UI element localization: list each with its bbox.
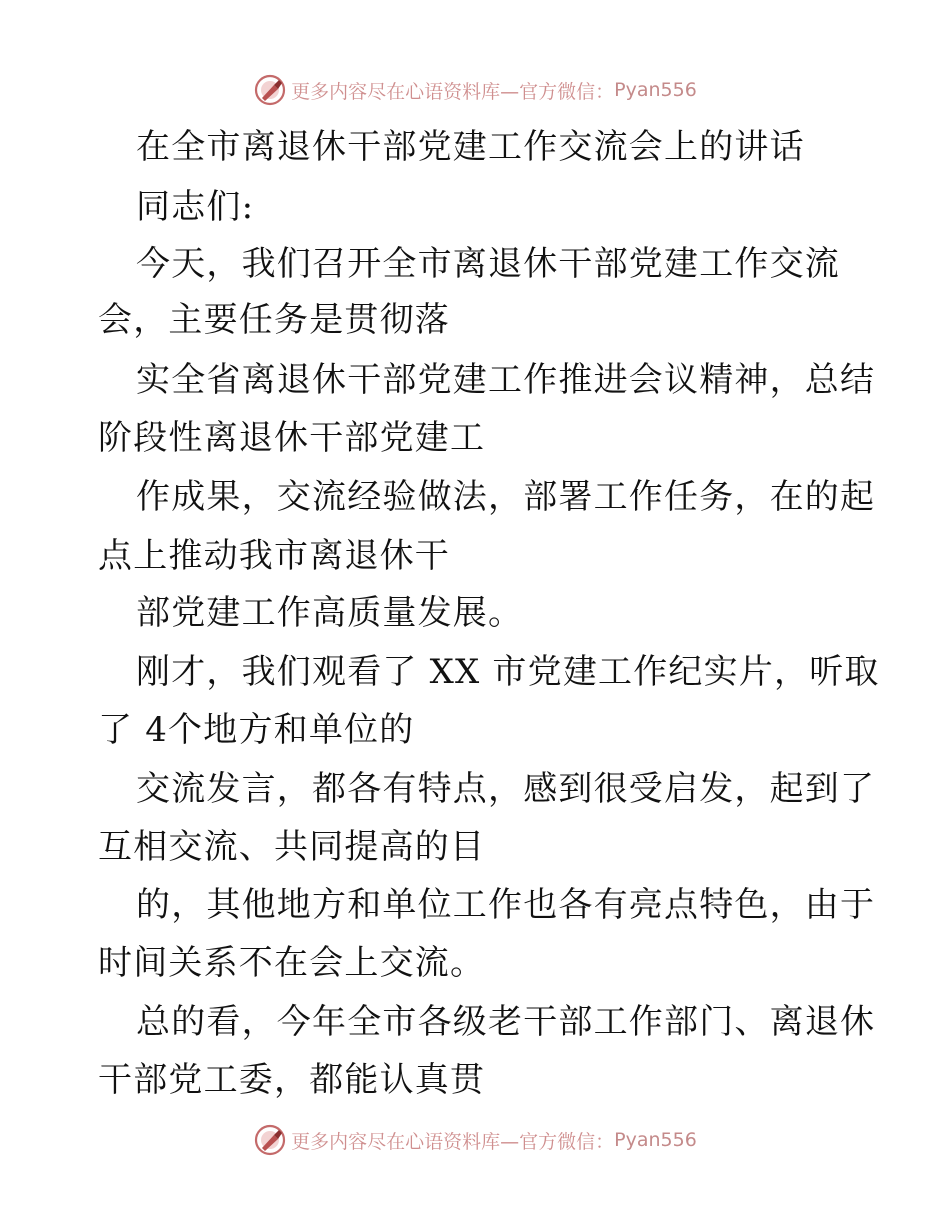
pen-nib-circle-icon <box>253 1123 287 1157</box>
paragraph-line: 会，主要任务是贯彻落 <box>98 300 450 340</box>
paragraph-line: 部党建工作高质量发展。 <box>136 593 524 633</box>
paragraph-line: 总的看，今年全市各级老干部工作部门、离退休 <box>136 1002 876 1042</box>
paragraph-line: 交流发言，都各有特点，感到很受启发，起到了 <box>136 769 876 809</box>
paragraph-line: 干部党工委，都能认真贯 <box>98 1060 486 1100</box>
paragraph-line: 刚才，我们观看了 XX 市党建工作纪实片，听取 <box>136 652 880 692</box>
watermark-text: 更多内容尽在心语资料库—官方微信： <box>291 80 615 103</box>
salutation: 同志们: <box>136 187 255 227</box>
watermark-text: 更多内容尽在心语资料库—官方微信： <box>291 1130 615 1153</box>
paragraph-line: 今天，我们召开全市离退休干部党建工作交流 <box>136 244 840 284</box>
watermark-wechat-id: Pyan556 <box>614 79 697 101</box>
footer-watermark <box>0 1120 950 1160</box>
header-watermark <box>0 70 950 110</box>
paragraph-line: 的，其他地方和单位工作也各有亮点特色，由于 <box>136 885 876 925</box>
paragraph-line: 时间关系不在会上交流。 <box>98 943 486 983</box>
paragraph-line: 点上推动我市离退休干 <box>98 536 450 576</box>
paragraph-line: 作成果，交流经验做法，部署工作任务，在的起 <box>136 477 876 517</box>
pen-nib-circle-icon <box>253 73 287 107</box>
paragraph-line: 阶段性离退休干部党建工 <box>98 418 486 458</box>
watermark-wechat-id: Pyan556 <box>614 1129 697 1151</box>
paragraph-line: 了 4个地方和单位的 <box>98 710 415 750</box>
document-title: 在全市离退休干部党建工作交流会上的讲话 <box>136 127 805 167</box>
paragraph-line: 互相交流、共同提高的目 <box>98 827 486 867</box>
paragraph-line: 实全省离退休干部党建工作推进会议精神，总结 <box>136 360 876 400</box>
